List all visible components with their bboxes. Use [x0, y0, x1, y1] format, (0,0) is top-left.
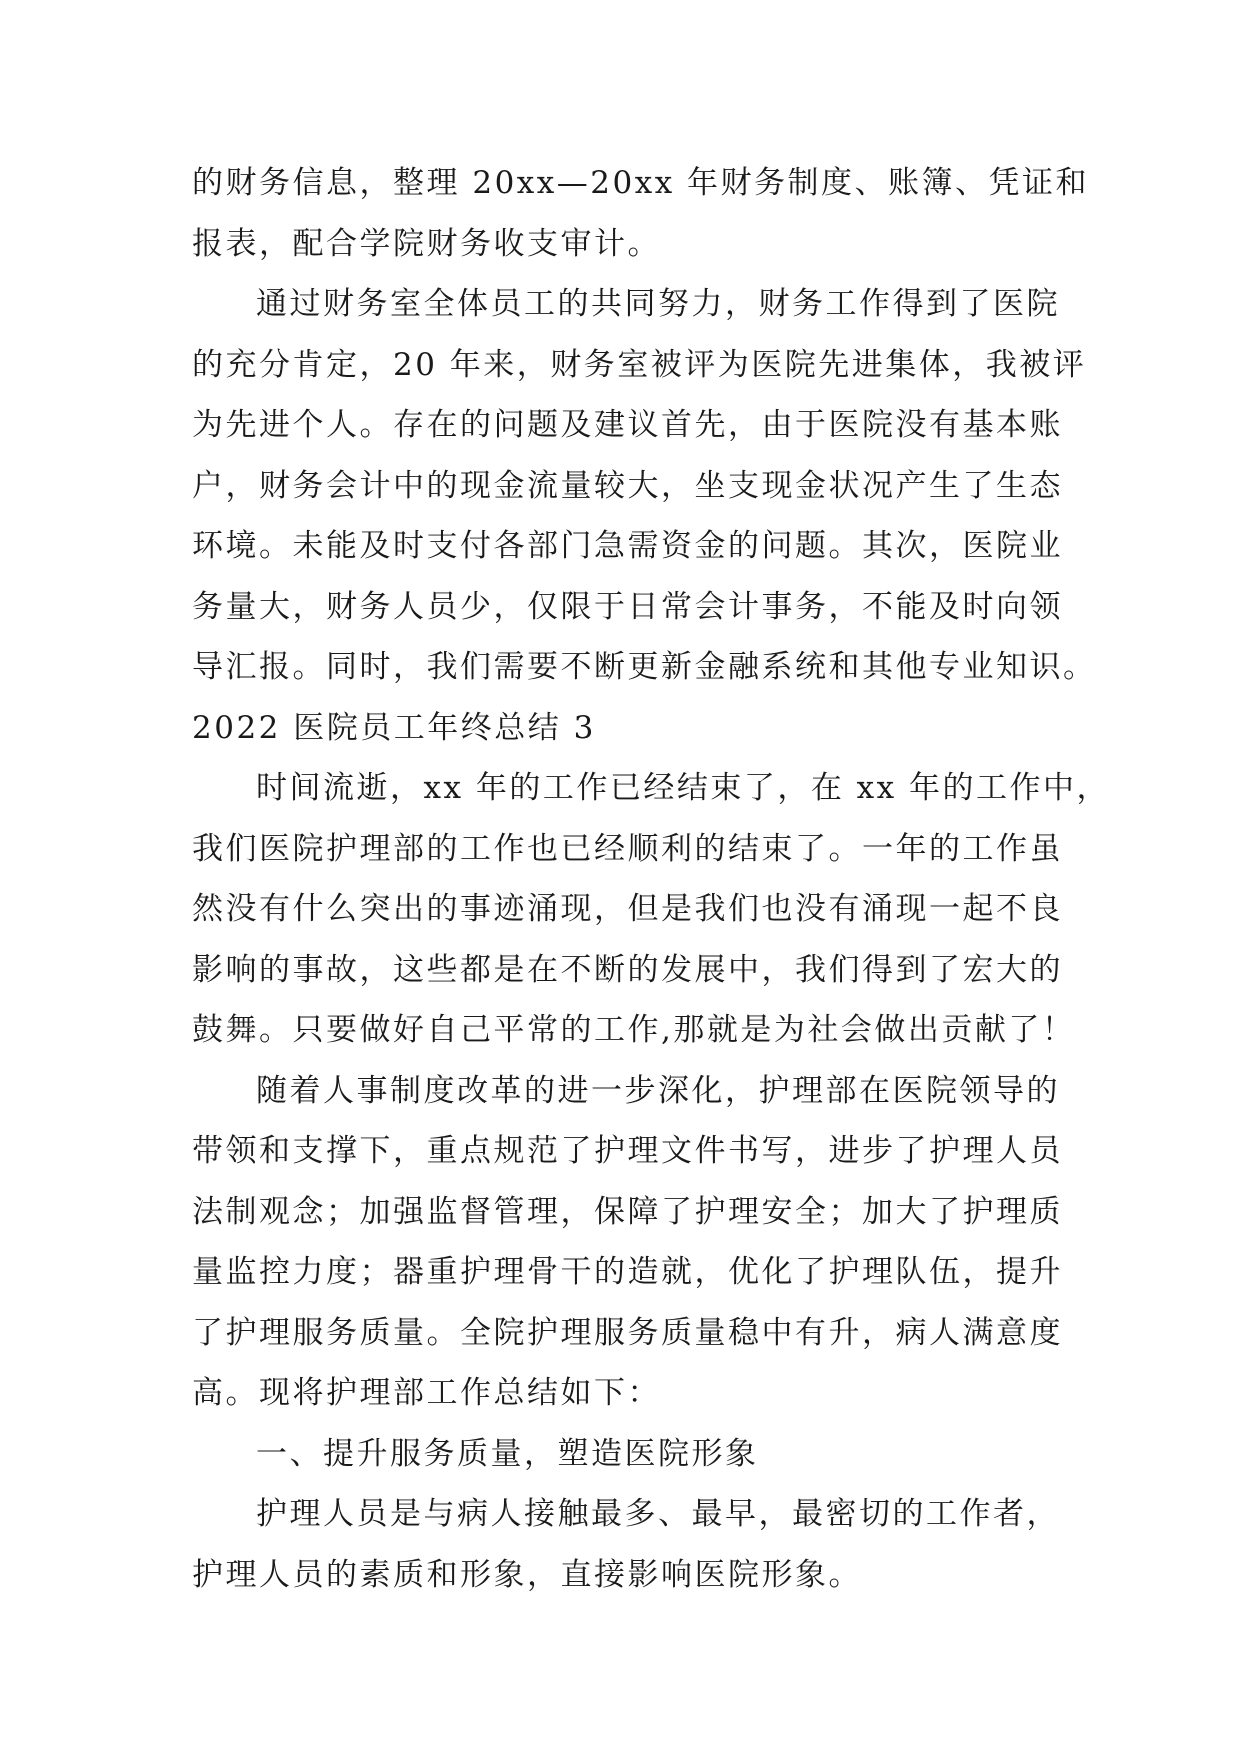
text-line: 影响的事故，这些都是在不断的发展中，我们得到了宏大的	[192, 951, 1063, 988]
text-line: 然没有什么突出的事迹涌现，但是我们也没有涌现一起不良	[192, 891, 1063, 927]
text-line: 务量大，财务人员少，仅限于日常会计事务，不能及时向领	[192, 588, 1063, 625]
text-line: 为先进个人。存在的问题及建议首先，由于医院没有基本账	[192, 407, 1063, 443]
text-line: 鼓舞。只要做好自己平常的工作,那就是为社会做出贡献了！	[192, 1012, 1076, 1048]
text-line: 的充分肯定，20 年来，财务室被评为医院先进集体，我被评	[192, 346, 1087, 383]
text-line: 环境。未能及时支付各部门急需资金的问题。其次，医院业	[192, 528, 1063, 564]
text-line: 高。现将护理部工作总结如下：	[192, 1375, 661, 1411]
text-line: 护理人员是与病人接触最多、最早，最密切的工作者，	[256, 1496, 1060, 1532]
subsection-heading: 一、提升服务质量，塑造医院形象	[256, 1435, 759, 1472]
text-line: 了护理服务质量。全院护理服务质量稳中有升，病人满意度	[192, 1314, 1063, 1351]
text-line: 时间流逝，xx 年的工作已经结束了，在 xx 年的工作中，	[256, 770, 1110, 806]
text-line: 户，财务会计中的现金流量较大，坐支现金状况产生了生态	[192, 467, 1063, 504]
text-line: 导汇报。同时，我们需要不断更新金融系统和其他专业知识。	[192, 649, 1097, 685]
text-line: 的财务信息，整理 20xx—20xx 年财务制度、账簿、凭证和	[192, 165, 1090, 201]
text-line: 带领和支撑下，重点规范了护理文件书写，进步了护理人员	[192, 1133, 1063, 1169]
text-line: 通过财务室全体员工的共同努力，财务工作得到了医院	[256, 286, 1060, 322]
text-line: 报表，配合学院财务收支审计。	[192, 225, 661, 262]
section-heading: 2022 医院员工年终总结 3	[192, 709, 596, 746]
text-line: 我们医院护理部的工作也已经顺利的结束了。一年的工作虽	[192, 830, 1063, 867]
text-line: 随着人事制度改革的进一步深化，护理部在医院领导的	[256, 1072, 1060, 1109]
text-line: 量监控力度；器重护理骨干的造就，优化了护理队伍，提升	[192, 1254, 1063, 1290]
document-body	[192, 153, 1110, 1605]
text-line: 法制观念；加强监督管理，保障了护理安全；加大了护理质	[192, 1193, 1063, 1230]
text-line: 护理人员的素质和形象，直接影响医院形象。	[192, 1556, 862, 1593]
